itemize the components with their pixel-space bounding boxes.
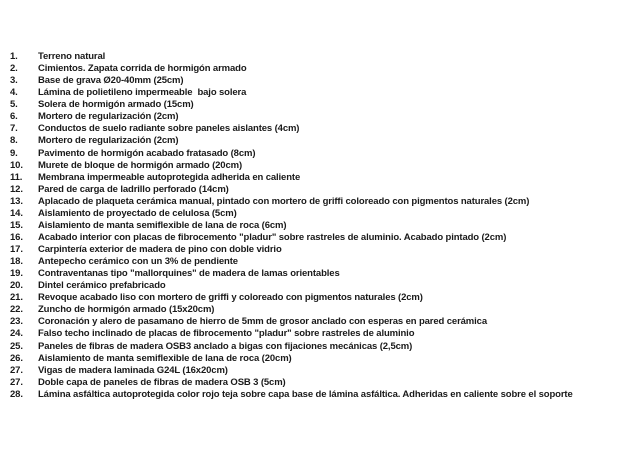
item-text: Dintel cerámico prefabricado (38, 280, 166, 292)
list-item (10, 51, 638, 63)
item-text: Murete de bloque de hormigón armado (20cm) (38, 159, 242, 171)
item-text: Coronación y alero de pasamano de hierro de 5mm de grosor anclado con esperas en pared cerámica (38, 316, 487, 328)
item-text: Pared de carga de ladrillo perforado (14cm) (38, 183, 229, 195)
item-text: Aislamiento de manta semiflexible de lana de roca (20cm) (38, 352, 292, 364)
item-number: 11. (10, 171, 23, 183)
list-item (10, 316, 638, 328)
item-text: Acabado interior con placas de fibrocemento "pladur" sobre rastreles de aluminio. Acabado pintado (2cm) (38, 231, 507, 243)
item-number: 15. (10, 219, 23, 231)
item-number: 1. (10, 51, 18, 62)
list-item (10, 280, 638, 292)
item-text: Mortero de regularización (2cm) (38, 111, 179, 123)
list-item (10, 268, 638, 280)
list-item (10, 292, 638, 304)
item-number: 5. (10, 99, 18, 111)
item-text: Antepecho cerámico con un 3% de pendiente (38, 256, 238, 268)
item-text: Carpintería exterior de madera de pino con doble vidrio (38, 244, 282, 255)
item-number: 2. (10, 63, 18, 75)
list-item (10, 220, 638, 232)
list-item (10, 365, 638, 377)
item-number: 23. (10, 316, 23, 328)
item-number: 13. (10, 195, 23, 207)
list-item (10, 377, 638, 389)
item-number: 16. (10, 231, 23, 243)
item-text: Mortero de regularización (2cm) (38, 135, 179, 147)
item-text: Terreno natural (38, 51, 106, 62)
item-number: 20. (10, 280, 23, 292)
item-number: 3. (10, 75, 18, 87)
list-item (10, 244, 638, 256)
item-number: 27. (10, 364, 23, 376)
item-number: 10. (10, 159, 23, 171)
item-number: 27. (10, 376, 23, 388)
item-text: Doble capa de paneles de fibras de madera OSB 3 (5cm) (38, 376, 286, 388)
list-item (10, 389, 638, 401)
list-item (10, 123, 638, 135)
item-text: Lámina asfáltica autoprotegida color rojo teja sobre capa base de lámina asfáltica. Adheridas en caliente sobre el soporte (38, 388, 573, 400)
item-number: 14. (10, 207, 23, 219)
item-number: 22. (10, 304, 23, 316)
list-item (10, 256, 638, 268)
item-number: 18. (10, 256, 23, 268)
item-text: Solera de hormigón armado (15cm) (38, 99, 194, 111)
list-item (10, 135, 638, 147)
item-number: 9. (10, 147, 18, 159)
list-item (10, 341, 638, 353)
item-text: Aislamiento de proyectado de celulosa (5cm) (38, 207, 237, 219)
list-item (10, 111, 638, 123)
list-item (10, 353, 638, 365)
item-text: Cimientos. Zapata corrida de hormigón armado (38, 63, 247, 75)
item-text: Pavimento de hormigón acabado fratasado (8cm) (38, 147, 256, 159)
item-text: Contraventanas tipo "mallorquines" de madera de lamas orientables (38, 268, 340, 280)
item-text: Vigas de madera laminada G24L (16x20cm) (38, 364, 228, 376)
item-text: Zuncho de hormigón armado (15x20cm) (38, 304, 215, 316)
item-number: 7. (10, 123, 18, 135)
item-number: 26. (10, 352, 23, 364)
item-number: 19. (10, 268, 23, 280)
item-text: Base de grava Ø20-40mm (25cm) (38, 75, 184, 87)
list-item (10, 196, 638, 208)
list-item (10, 63, 638, 75)
legend-list (10, 51, 638, 401)
list-item (10, 184, 638, 196)
list-item (10, 208, 638, 220)
item-number: 8. (10, 135, 18, 147)
item-number: 17. (10, 244, 23, 255)
item-number: 6. (10, 111, 18, 123)
list-item (10, 328, 638, 340)
item-number: 12. (10, 183, 23, 195)
list-item (10, 160, 638, 172)
list-item (10, 148, 638, 160)
item-text: Paneles de fibras de madera OSB3 anclado a bigas con fijaciones mecánicas (2,5cm) (38, 340, 413, 352)
item-text: Conductos de suelo radiante sobre paneles aislantes (4cm) (38, 123, 300, 135)
item-number: 28. (10, 388, 23, 400)
item-text: Aislamiento de manta semiflexible de lana de roca (6cm) (38, 219, 287, 231)
list-item (10, 232, 638, 244)
list-item (10, 304, 638, 316)
item-number: 4. (10, 87, 18, 99)
item-text: Aplacado de plaqueta cerámica manual, pintado con mortero de griffi coloreado con pigmentos naturales (2cm) (38, 195, 530, 207)
list-item (10, 99, 638, 111)
item-text: Membrana impermeable autoprotegida adherida en caliente (38, 171, 301, 183)
item-number: 24. (10, 328, 23, 340)
list-item (10, 75, 638, 87)
item-text: Revoque acabado liso con mortero de griffi y coloreado con pigmentos naturales (2cm) (38, 292, 423, 304)
item-text: Falso techo inclinado de placas de fibrocemento "pladur" sobre rastreles de aluminio (38, 328, 415, 340)
item-number: 25. (10, 340, 23, 352)
item-text: Lámina de polietileno impermeable bajo solera (38, 87, 247, 99)
list-item (10, 87, 638, 99)
item-number: 21. (10, 292, 23, 304)
list-item (10, 172, 638, 184)
